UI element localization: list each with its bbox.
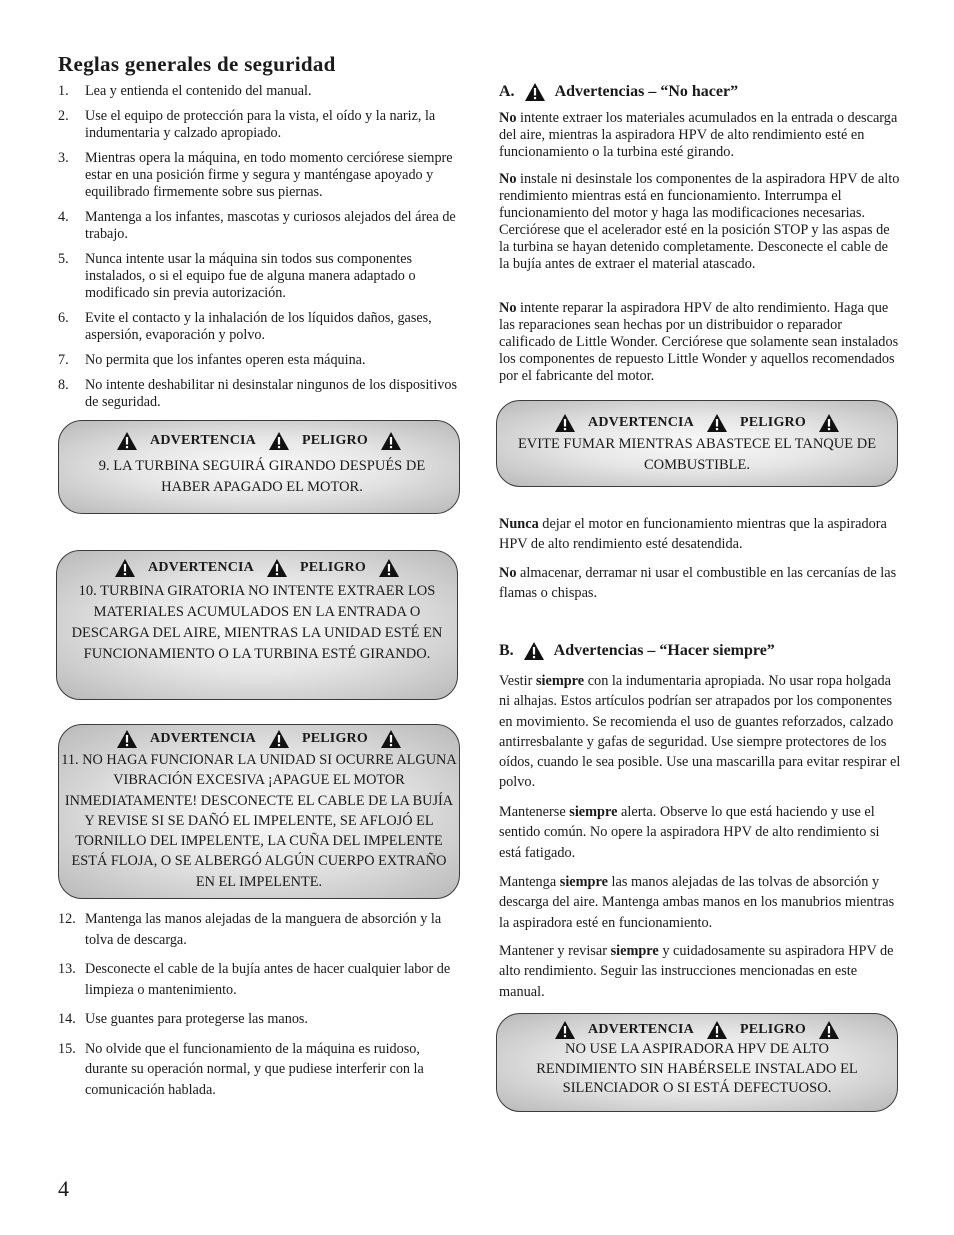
warning-triangle-icon — [706, 1020, 728, 1040]
peligro-label: PELIGRO — [739, 1022, 806, 1037]
emphasis: No — [499, 110, 517, 126]
rule-number: 15. — [58, 1040, 76, 1057]
rule-text: Desconecte el cable de la bujía antes de hacer cualquier labor de limpieza o mantenimiento. — [85, 961, 451, 998]
warning-header — [57, 558, 457, 578]
emphasis: No — [499, 171, 517, 187]
warning-header — [497, 413, 897, 433]
warning-text: 10. TURBINA GIRATORIA NO INTENTE EXTRAER LOS MATERIALES ACUMULADOS EN LA ENTRADA O DESCARGA DEL AIRE, MIENTRAS LA UNIDAD ESTÉ EN FUNCIONAMIENTO O LA TURBINA ESTÉ GIRANDO. — [71, 583, 443, 662]
section-b-paragraph-1 — [499, 671, 901, 793]
rule-number: 8. — [58, 377, 69, 393]
emphasis: siempre — [535, 673, 585, 689]
section-a-paragraph-2 — [499, 171, 901, 273]
rule-number: 13. — [58, 961, 76, 977]
warning-triangle-icon — [268, 729, 290, 749]
warning-text: EVITE FUMAR MIENTRAS ABASTECE EL TANQUE DE COMBUSTIBLE. — [517, 436, 877, 473]
rule-text: Evite el contacto y la inhalación de los líquidos daños, gases, aspersión, evaporación y polvo. — [85, 310, 432, 343]
rule-item — [58, 83, 460, 100]
warning-triangle-icon — [116, 431, 138, 451]
no-almacenar-paragraph — [499, 563, 901, 604]
paragraph-text: almacenar, derramar ni usar el combustible en las cercanías de las flamas o chispas. — [499, 565, 897, 602]
warning-box-11 — [58, 724, 460, 899]
section-title: Advertencias – “No hacer” — [554, 83, 739, 100]
warning-triangle-icon — [706, 413, 728, 433]
rule-text: Use guantes para protegerse las manos. — [85, 1011, 308, 1027]
warning-triangle-icon — [378, 558, 400, 578]
rule-text: Use el equipo de protección para la vista, el oído y la nariz, la indumentaria y calzado apropiado. — [85, 108, 436, 141]
paragraph-text: dejar el motor en funcionamiento mientras que la aspiradora HPV de alto rendimiento esté desatendida. — [499, 516, 887, 553]
rule-item — [58, 310, 460, 344]
rule-number: 6. — [58, 310, 69, 326]
rule-item — [58, 1009, 460, 1030]
rule-number: 2. — [58, 108, 69, 124]
rule-text: Nunca intente usar la máquina sin todos sus componentes instalados, o si el equipo fue de alguna manera adaptado o modificado sin previa autorización. — [85, 251, 416, 301]
emphasis: siempre — [559, 874, 608, 890]
section-b-heading — [499, 641, 775, 661]
advertencia-label: ADVERTENCIA — [148, 560, 254, 575]
warning-text: NO USE LA ASPIRADORA HPV DE ALTO RENDIMIENTO SIN HABÉRSELE INSTALADO EL SILENCIADOR O SI ESTÁ DEFECTUOSO. — [536, 1041, 858, 1096]
warning-triangle-icon — [266, 558, 288, 578]
paragraph-text: Vestir — [499, 673, 536, 689]
warning-box-fuel — [496, 400, 898, 487]
paragraph-text: las manos alejadas de las tolvas de absorción y descarga del aire. Mantenga ambas manos en los manubrios mientras la aspiradora esté en funcionamiento. — [499, 874, 895, 931]
rule-item — [58, 352, 460, 369]
paragraph-text: Mantenga — [499, 874, 560, 890]
warning-triangle-icon — [554, 1020, 576, 1040]
rule-text: No permita que los infantes operen esta máquina. — [85, 352, 366, 368]
emphasis: No — [499, 565, 517, 581]
section-b-paragraph-4 — [499, 941, 901, 1002]
section-b-paragraph-2 — [499, 802, 901, 863]
warning-triangle-icon — [818, 413, 840, 433]
emphasis: siempre — [610, 943, 659, 959]
rule-number: 4. — [58, 209, 69, 225]
paragraph-text: alerta. Observe lo que está haciendo y use el sentido común. No opere la aspiradora HPV de alto rendimiento si está fatigado. — [499, 804, 880, 861]
section-title: Advertencias – “Hacer siempre” — [553, 642, 775, 659]
rule-text: No olvide que el funcionamiento de la máquina es ruidoso, durante su operación normal, y que pudiese interferir con la comunicación hablada. — [85, 1040, 424, 1098]
rule-text: Mantenga las manos alejadas de la manguera de absorción y la tolva de descarga. — [85, 911, 442, 948]
rule-number: 3. — [58, 150, 69, 166]
paragraph-text: intente extraer los materiales acumulados en la entrada o descarga del aire, mientras la aspiradora HPV de alto rendimiento esté en funcionamiento o la turbina esté girando. — [499, 110, 898, 160]
peligro-label: PELIGRO — [739, 415, 806, 430]
section-b-paragraph-3 — [499, 872, 901, 933]
warning-triangle-icon — [268, 431, 290, 451]
rule-number: 12. — [58, 911, 76, 927]
section-letter: B. — [499, 642, 514, 659]
rule-item — [58, 108, 460, 142]
advertencia-label: ADVERTENCIA — [150, 731, 256, 746]
paragraph-text: intente reparar la aspiradora HPV de alto rendimiento. Haga que las reparaciones sean hechas por un distribuidor o reparador calificado de Little Wonder. Cerciórese que solamente sean instalados los componentes de repuesto Little Wonder y aquellos recomendados por el fabricante del motor. — [499, 300, 899, 384]
rule-item — [58, 909, 460, 950]
rule-item — [58, 377, 460, 411]
warning-text: 11. NO HAGA FUNCIONAR LA UNIDAD SI OCURRE ALGUNA VIBRACIÓN EXCESIVA ¡APAGUE EL MOTOR INMEDIATAMENTE! DESCONECTE EL CABLE DE LA BUJÍA Y REVISE SI SE DAÑÓ EL IMPELENTE, SE AFLOJÓ EL TORNILLO DEL IMPELENTE, LA CUÑA DEL IMPELENTE ESTÁ FLOJA, O SE ALBERGÓ ALGÚN CUERPO EXTRAÑO EN EL IMPELENTE. — [61, 752, 457, 890]
paragraph-text: instale ni desinstale los componentes de la aspiradora HPV de alto rendimiento mientras está en funcionamiento. Interrumpa el funcionamiento del motor y haga las modificaciones necesarias. Cerciórese que el acelerador esté en la posición STOP y las aspas de la turbina se hayan detenido completamente. Desconecte el cable de la bujía antes de extraer el material atascado. — [499, 171, 900, 272]
rule-text: No intente deshabilitar ni desinstalar ningunos de los dispositivos de seguridad. — [85, 377, 457, 410]
rule-text: Mantenga a los infantes, mascotas y curiosos alejados del área de trabajo. — [85, 209, 456, 242]
section-a-paragraph-3 — [499, 300, 901, 385]
warning-header — [59, 729, 459, 749]
warning-box-muffler — [496, 1013, 898, 1112]
warning-header — [497, 1020, 897, 1040]
paragraph-text: y cuidadosamente su aspiradora HPV de alto rendimiento. Seguir las instrucciones mencionadas en este manual. — [499, 943, 894, 1000]
emphasis: Nunca — [499, 516, 539, 532]
rule-item — [58, 209, 460, 243]
paragraph-text: Mantener y revisar — [499, 943, 611, 959]
rule-item — [58, 959, 460, 1000]
rule-text: Lea y entienda el contenido del manual. — [85, 83, 312, 99]
emphasis: No — [499, 300, 517, 316]
rule-number: 14. — [58, 1011, 76, 1027]
page-title: Reglas generales de seguridad — [58, 52, 336, 76]
peligro-label: PELIGRO — [299, 560, 366, 575]
warning-triangle-icon — [818, 1020, 840, 1040]
warning-triangle-icon — [554, 413, 576, 433]
rules-list-top — [58, 83, 460, 411]
rule-item — [58, 1039, 460, 1101]
rule-number: 1. — [58, 83, 69, 99]
warning-triangle-icon — [380, 431, 402, 451]
section-letter: A. — [499, 83, 515, 100]
advertencia-label: ADVERTENCIA — [150, 433, 256, 448]
rule-number: 5. — [58, 251, 69, 267]
page-number: 4 — [58, 1176, 69, 1201]
warning-header — [59, 431, 459, 451]
warning-box-10 — [56, 550, 458, 700]
rule-number: 7. — [58, 352, 69, 368]
section-a-heading — [499, 82, 738, 102]
warning-triangle-icon — [523, 641, 545, 661]
warning-box-9 — [58, 420, 460, 514]
nunca-paragraph — [499, 514, 901, 555]
section-a-paragraph-1 — [499, 110, 901, 161]
warning-triangle-icon — [116, 729, 138, 749]
advertencia-label: ADVERTENCIA — [588, 1022, 694, 1037]
rule-item — [58, 251, 460, 302]
warning-triangle-icon — [380, 729, 402, 749]
paragraph-text: Mantenerse — [499, 804, 570, 820]
warning-triangle-icon — [524, 82, 546, 102]
warning-text: 9. LA TURBINA SEGUIRÁ GIRANDO DESPUÉS DE HABER APAGADO EL MOTOR. — [98, 458, 426, 495]
emphasis: siempre — [569, 804, 618, 820]
paragraph-text: con la indumentaria apropiada. No usar ropa holgada ni alhajas. Estos artículos podrían ser atrapados por los componentes en movimiento. Se recomienda el uso de guantes reforzados, calzado antirresbalante y gafas de seguridad. Use siempre protectores de los oídos, cuando le sea posible. Use una mascarilla para evitar respirar el polvo. — [499, 673, 901, 791]
advertencia-label: ADVERTENCIA — [588, 415, 694, 430]
peligro-label: PELIGRO — [301, 433, 368, 448]
rule-text: Mientras opera la máquina, en todo momento cerciórese siempre estar en una posición firme y segura y manténgase apoyado y equilibrado firmemente sobre sus piernas. — [85, 150, 453, 200]
rules-list-bottom — [58, 909, 460, 1100]
warning-triangle-icon — [114, 558, 136, 578]
peligro-label: PELIGRO — [301, 731, 368, 746]
rule-item — [58, 150, 460, 201]
